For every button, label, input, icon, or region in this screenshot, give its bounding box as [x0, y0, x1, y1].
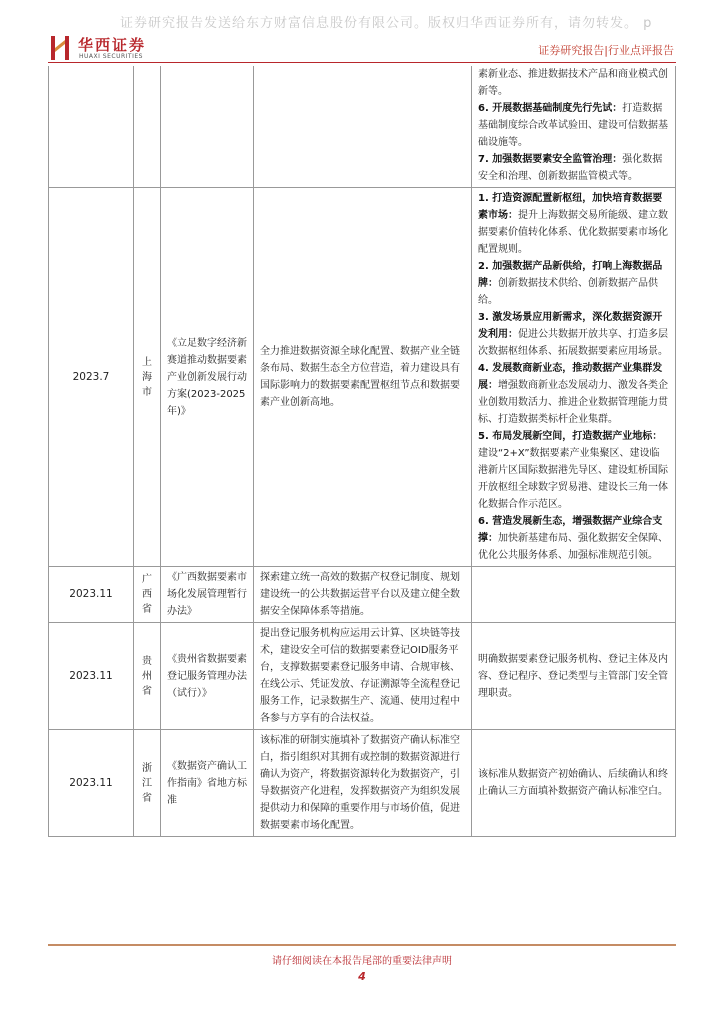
measures-cell	[472, 567, 676, 623]
list-item: 2. 加强数据产品新供给，打响上海数据品牌：创新数据技术供给、创新数据产品供给。	[478, 261, 663, 306]
report-type: 证券研究报告|行业点评报告	[538, 44, 674, 57]
policy-cell: 《广西数据要素市场化发展管理暂行办法》	[161, 567, 254, 623]
goal-cell: 该标准的研制实施填补了数据资产确认标准空白，指引组织对其拥有或控制的数据资源进行确认为资产，将数据资源转化为数据资产，引导数据资产化进程，发挥数据资产为组织发展提供动力和保障的重要作用与市场价值，促进数据要素市场化配置。	[254, 730, 472, 837]
list-item: 6. 开展数据基础制度先行先试：打造数据基础制度综合改革试验田、建设可信数据基础设施等。	[478, 103, 668, 148]
date-cell: 2023.11	[49, 623, 134, 730]
logo-mark-icon	[48, 34, 72, 62]
measures-cell: 明确数据要素登记服务机构、登记主体及内容、登记程序、登记类型与主管部门安全管理职责。	[472, 623, 676, 730]
table-row	[49, 66, 676, 188]
measures-cell	[472, 66, 676, 188]
goal-cell: 提出登记服务机构应运用云计算、区块链等技术，建设安全可信的数据要素登记OID服务平台，支撑数据要素登记服务申请、合规审核、在线公示、凭证发放、存证溯源等全流程登记服务工作，记录数据生产、流通、使用过程中各参与方享有的合法权益。	[254, 623, 472, 730]
policy-cell: 《立足数字经济新赛道推动数据要素产业创新发展行动方案(2023-2025年)》	[161, 188, 254, 567]
list-item: 4. 发展数商新业态，推动数据产业集群发展：增强数商新业态发展动力、激发各类企业创数用数活力、推进企业数据管理能力贯标、打造数据类标杆企业集群。	[478, 363, 668, 425]
measures-cell	[472, 188, 676, 567]
date-cell: 2023.11	[49, 567, 134, 623]
policy-cell: 《数据资产确认工作指南》省地方标准	[161, 730, 254, 837]
policy-table	[48, 66, 676, 837]
list-item: 6. 营造发展新生态，增强数据产业综合支撑：加快新基建布局、强化数据安全保障、优化公共服务体系、加强标准规范引领。	[478, 516, 668, 561]
watermark: 证券研究报告发送给东方财富信息股份有限公司。版权归华西证券所有，请勿转发。 p	[120, 16, 653, 31]
table-row	[49, 567, 676, 623]
table-row	[49, 730, 676, 837]
header-divider	[48, 62, 676, 63]
goal-cell: 全力推进数据资源全球化配置、数据产业全链条布局、数据生态全方位营造，着力建设具有国际影响力的数据要素配置枢纽节点和数据要素产业创新高地。	[254, 188, 472, 567]
footer-divider	[48, 944, 676, 946]
table-row	[49, 623, 676, 730]
list-item: 5. 布局发展新空间，打造数据产业地标：建设“2+X”数据要素产业集聚区、建设临港新片区国际数据港先导区、建设虹桥国际开放枢纽全球数字贸易港、建设长三角一体化数据合作示范区。	[478, 431, 668, 510]
goal-cell: 探索建立统一高效的数据产权登记制度、规划建设统一的公共数据运营平台以及建立健全数据安全保障体系等措施。	[254, 567, 472, 623]
measures-cell: 该标准从数据资产初始确认、后续确认和终止确认三方面填补数据资产确认标准空白。	[472, 730, 676, 837]
company-logo	[48, 34, 168, 64]
list-item: 素新业态、推进数据技术产品和商业模式创新等。	[478, 69, 668, 97]
legal-notice: 请仔细阅读在本报告尾部的重要法律声明	[272, 956, 452, 967]
list-item: 1. 打造资源配置新枢纽，加快培育数据要素市场：提升上海数据交易所能级、建立数据要素价值转化体系、优化数据要素市场化配置规则。	[478, 193, 668, 255]
logo-text: 华西证券	[78, 36, 147, 54]
date-cell: 2023.11	[49, 730, 134, 837]
date-cell: 2023.7	[49, 188, 134, 567]
logo-english: HUAXI SECURITIES	[79, 53, 143, 60]
province-cell: 上海市	[134, 188, 161, 567]
list-item: 7. 加强数据要素安全监管治理：强化数据安全和治理、创新数据监管模式等。	[478, 154, 663, 182]
list-item: 3. 激发场景应用新需求，深化数据资源开发利用：促进公共数据开放共享、打造多层次数据枢纽体系、拓展数据要素应用场景。	[478, 312, 668, 357]
page-number: 4	[358, 970, 366, 983]
province-cell: 浙江省	[134, 730, 161, 837]
province-cell: 贵州省	[134, 623, 161, 730]
policy-cell: 《贵州省数据要素登记服务管理办法（试行）》	[161, 623, 254, 730]
table-row	[49, 188, 676, 567]
province-cell: 广西省	[134, 567, 161, 623]
